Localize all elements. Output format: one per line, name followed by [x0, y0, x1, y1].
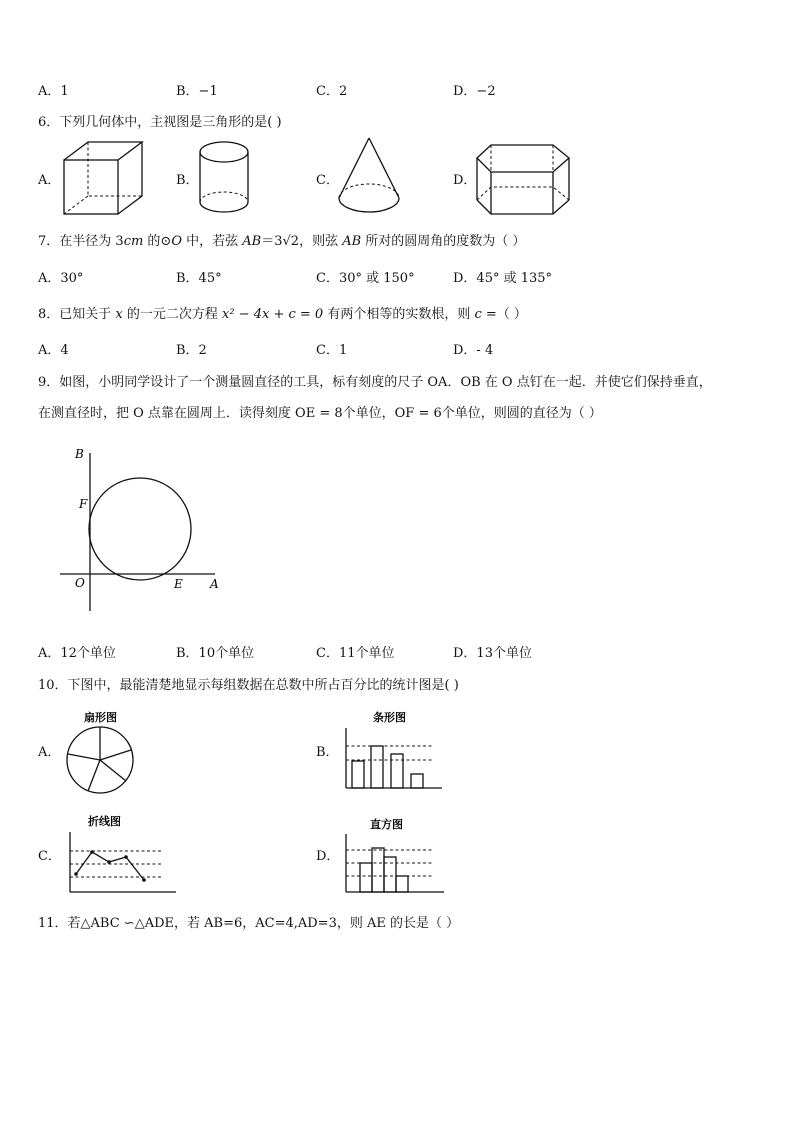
label-o: O	[75, 576, 85, 590]
q7-option-b: B．45°	[176, 271, 222, 286]
q6-cylinder-figure	[198, 140, 254, 218]
q10-bar-chart-figure	[340, 710, 450, 792]
q9-option-a: A．12个单位	[38, 646, 116, 661]
q7-option-d: D．45° 或 135°	[453, 271, 553, 286]
label-a: A	[210, 577, 219, 591]
q10-label-d: D．	[316, 849, 340, 864]
q6-cube-figure	[62, 140, 152, 216]
histogram-title: 直方图	[370, 818, 403, 831]
q5-option-b: B．−1	[176, 84, 218, 99]
q5-option-c: C．2	[316, 84, 348, 99]
q6-label-c: C．	[316, 173, 339, 188]
q6-label-b: B．	[176, 173, 199, 188]
label-b: B	[75, 447, 84, 461]
q10-line-chart-figure	[64, 814, 179, 896]
q5-option-d: D．−2	[453, 84, 496, 99]
q9-option-b: B．10个单位	[176, 646, 255, 661]
q6-hexprism-figure	[475, 138, 575, 218]
label-e: E	[174, 577, 183, 591]
pie-chart-title: 扇形图	[84, 711, 117, 724]
q9-ruler-circle-figure	[55, 445, 225, 615]
q8-stem: 8．已知关于 x 的一元二次方程 x² − 4x + c = 0 有两个相等的实数根，则 c =（ ）	[38, 307, 527, 322]
q9-option-d: D．13个单位	[453, 646, 532, 661]
q5-option-a: A．1	[38, 84, 69, 99]
q7-option-c: C．30° 或 150°	[316, 271, 415, 286]
q9-option-c: C．11个单位	[316, 646, 395, 661]
q9-stem-line1: 9．如图，小明同学设计了一个测量圆直径的工具，标有刻度的尺子 OA．OB 在 O 点钉在一起．并使它们保持垂直，	[38, 375, 712, 390]
label-f: F	[79, 497, 88, 511]
q9-stem-line2: 在测直径时，把 O 点靠在圆周上．读得刻度 OE = 8个单位，OF = 6个单位，则圆的直径为（ ）	[38, 406, 602, 421]
q8-option-a: A．4	[38, 343, 69, 358]
q10-label-c: C．	[38, 849, 61, 864]
line-chart-title: 折线图	[88, 815, 121, 828]
q6-cone-figure	[336, 136, 406, 218]
q7-stem: 7．在半径为 3cm 的⊙O 中，若弦 AB＝3√2，则弦 AB 所对的圆周角的度数为（ ）	[38, 234, 526, 249]
q8-option-b: B．2	[176, 343, 207, 358]
q10-pie-chart-figure	[64, 710, 144, 796]
q10-stem: 10．下图中，最能清楚地显示每组数据在总数中所占百分比的统计图是( )	[38, 678, 459, 693]
bar-chart-title: 条形图	[373, 711, 406, 724]
q11-stem: 11．若△ABC ∽△ADE，若 AB=6，AC=4,AD=3，则 AE 的长是（ ）	[38, 916, 460, 931]
q10-label-a: A．	[38, 745, 61, 760]
measured-circle	[89, 478, 191, 580]
q6-label-d: D．	[453, 173, 477, 188]
q6-stem: 6．下列几何体中，主视图是三角形的是( )	[38, 115, 282, 130]
q8-option-d: D．- 4	[453, 343, 494, 358]
q7-option-a: A．30°	[38, 271, 84, 286]
q8-option-c: C．1	[316, 343, 348, 358]
q6-label-a: A．	[38, 173, 61, 188]
q10-histogram-figure	[340, 814, 450, 896]
q10-label-b: B．	[316, 745, 339, 760]
